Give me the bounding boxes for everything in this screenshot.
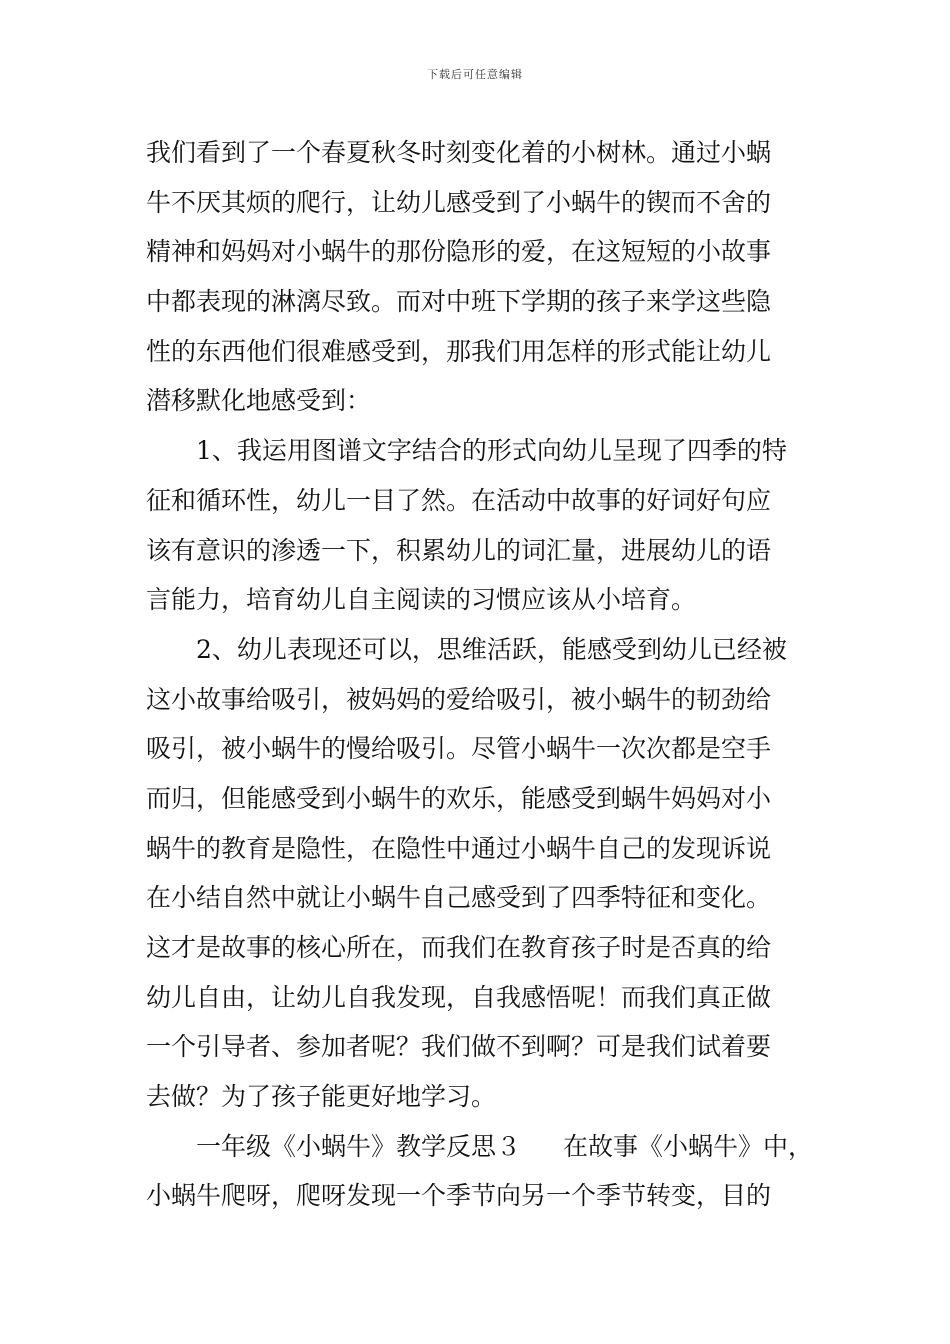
- section-title: 一年级《小蜗牛》教学反思３: [196, 1131, 522, 1161]
- text-line: 一个引导者、参加者呢？我们做不到啊？可是我们试着要: [146, 1032, 772, 1062]
- paragraph-4: [146, 1122, 816, 1221]
- text-line: 去做？为了孩子能更好地学习。: [146, 1082, 497, 1112]
- text-line: 这小故事给吸引，被妈妈的爱给吸引，被小蜗牛的韧劲给: [146, 684, 772, 714]
- text-line: 而归，但能感受到小蜗牛的欢乐，能感受到蜗牛妈妈对小: [146, 783, 772, 813]
- text-line: 潜移默化地感受到：: [146, 386, 372, 416]
- text-line: 在小结自然中就让小蜗牛自己感受到了四季特征和变化。: [146, 883, 772, 913]
- section-title-tail: 在故事《小蜗牛》中，: [563, 1131, 814, 1161]
- paragraph-2: [146, 426, 816, 625]
- text-line: 该有意识的渗透一下，积累幼儿的词汇量，进展幼儿的语: [146, 535, 772, 565]
- paragraph-3: [146, 625, 816, 1122]
- section-title-line: [146, 1122, 816, 1172]
- page-header: 下载后可任意编辑: [427, 68, 523, 81]
- text-line: 2、幼儿表现还可以，思维活跃，能感受到幼儿已经被: [196, 634, 787, 664]
- paragraph-1: [146, 128, 816, 426]
- text-line: 小蜗牛爬呀，爬呀发现一个季节向另一个季节转变，目的: [146, 1181, 772, 1211]
- text-line: 牛不厌其烦的爬行，让幼儿感受到了小蜗牛的锲而不舍的: [146, 187, 772, 217]
- text-line: 我们看到了一个春夏秋冬时刻变化着的小树林。通过小蜗: [146, 138, 772, 167]
- text-line: 1、我运用图谱文字结合的形式向幼儿呈现了四季的特: [196, 436, 787, 466]
- text-line: 性的东西他们很难感受到，那我们用怎样的形式能让幼儿: [146, 336, 772, 366]
- text-line: 中都表现的淋漓尽致。而对中班下学期的孩子来学这些隐: [146, 287, 772, 317]
- document-body: [146, 128, 816, 1221]
- text-line: 这才是故事的核心所在，而我们在教育孩子时是否真的给: [146, 933, 772, 962]
- text-line: 精神和妈妈对小蜗牛的那份隐形的爱，在这短短的小故事: [146, 237, 772, 267]
- text-line: 蜗牛的教育是隐性，在隐性中通过小蜗牛自己的发现诉说: [146, 833, 772, 863]
- text-line: 幼儿自由，让幼儿自我发现，自我感悟呢！而我们真正做: [146, 982, 772, 1012]
- text-line: 吸引，被小蜗牛的慢给吸引。尽管小蜗牛一次次都是空手: [146, 734, 772, 764]
- text-line: 征和循环性，幼儿一目了然。在活动中故事的好词好句应: [146, 485, 772, 515]
- text-line: 言能力，培育幼儿自主阅读的习惯应该从小培育。: [146, 585, 697, 615]
